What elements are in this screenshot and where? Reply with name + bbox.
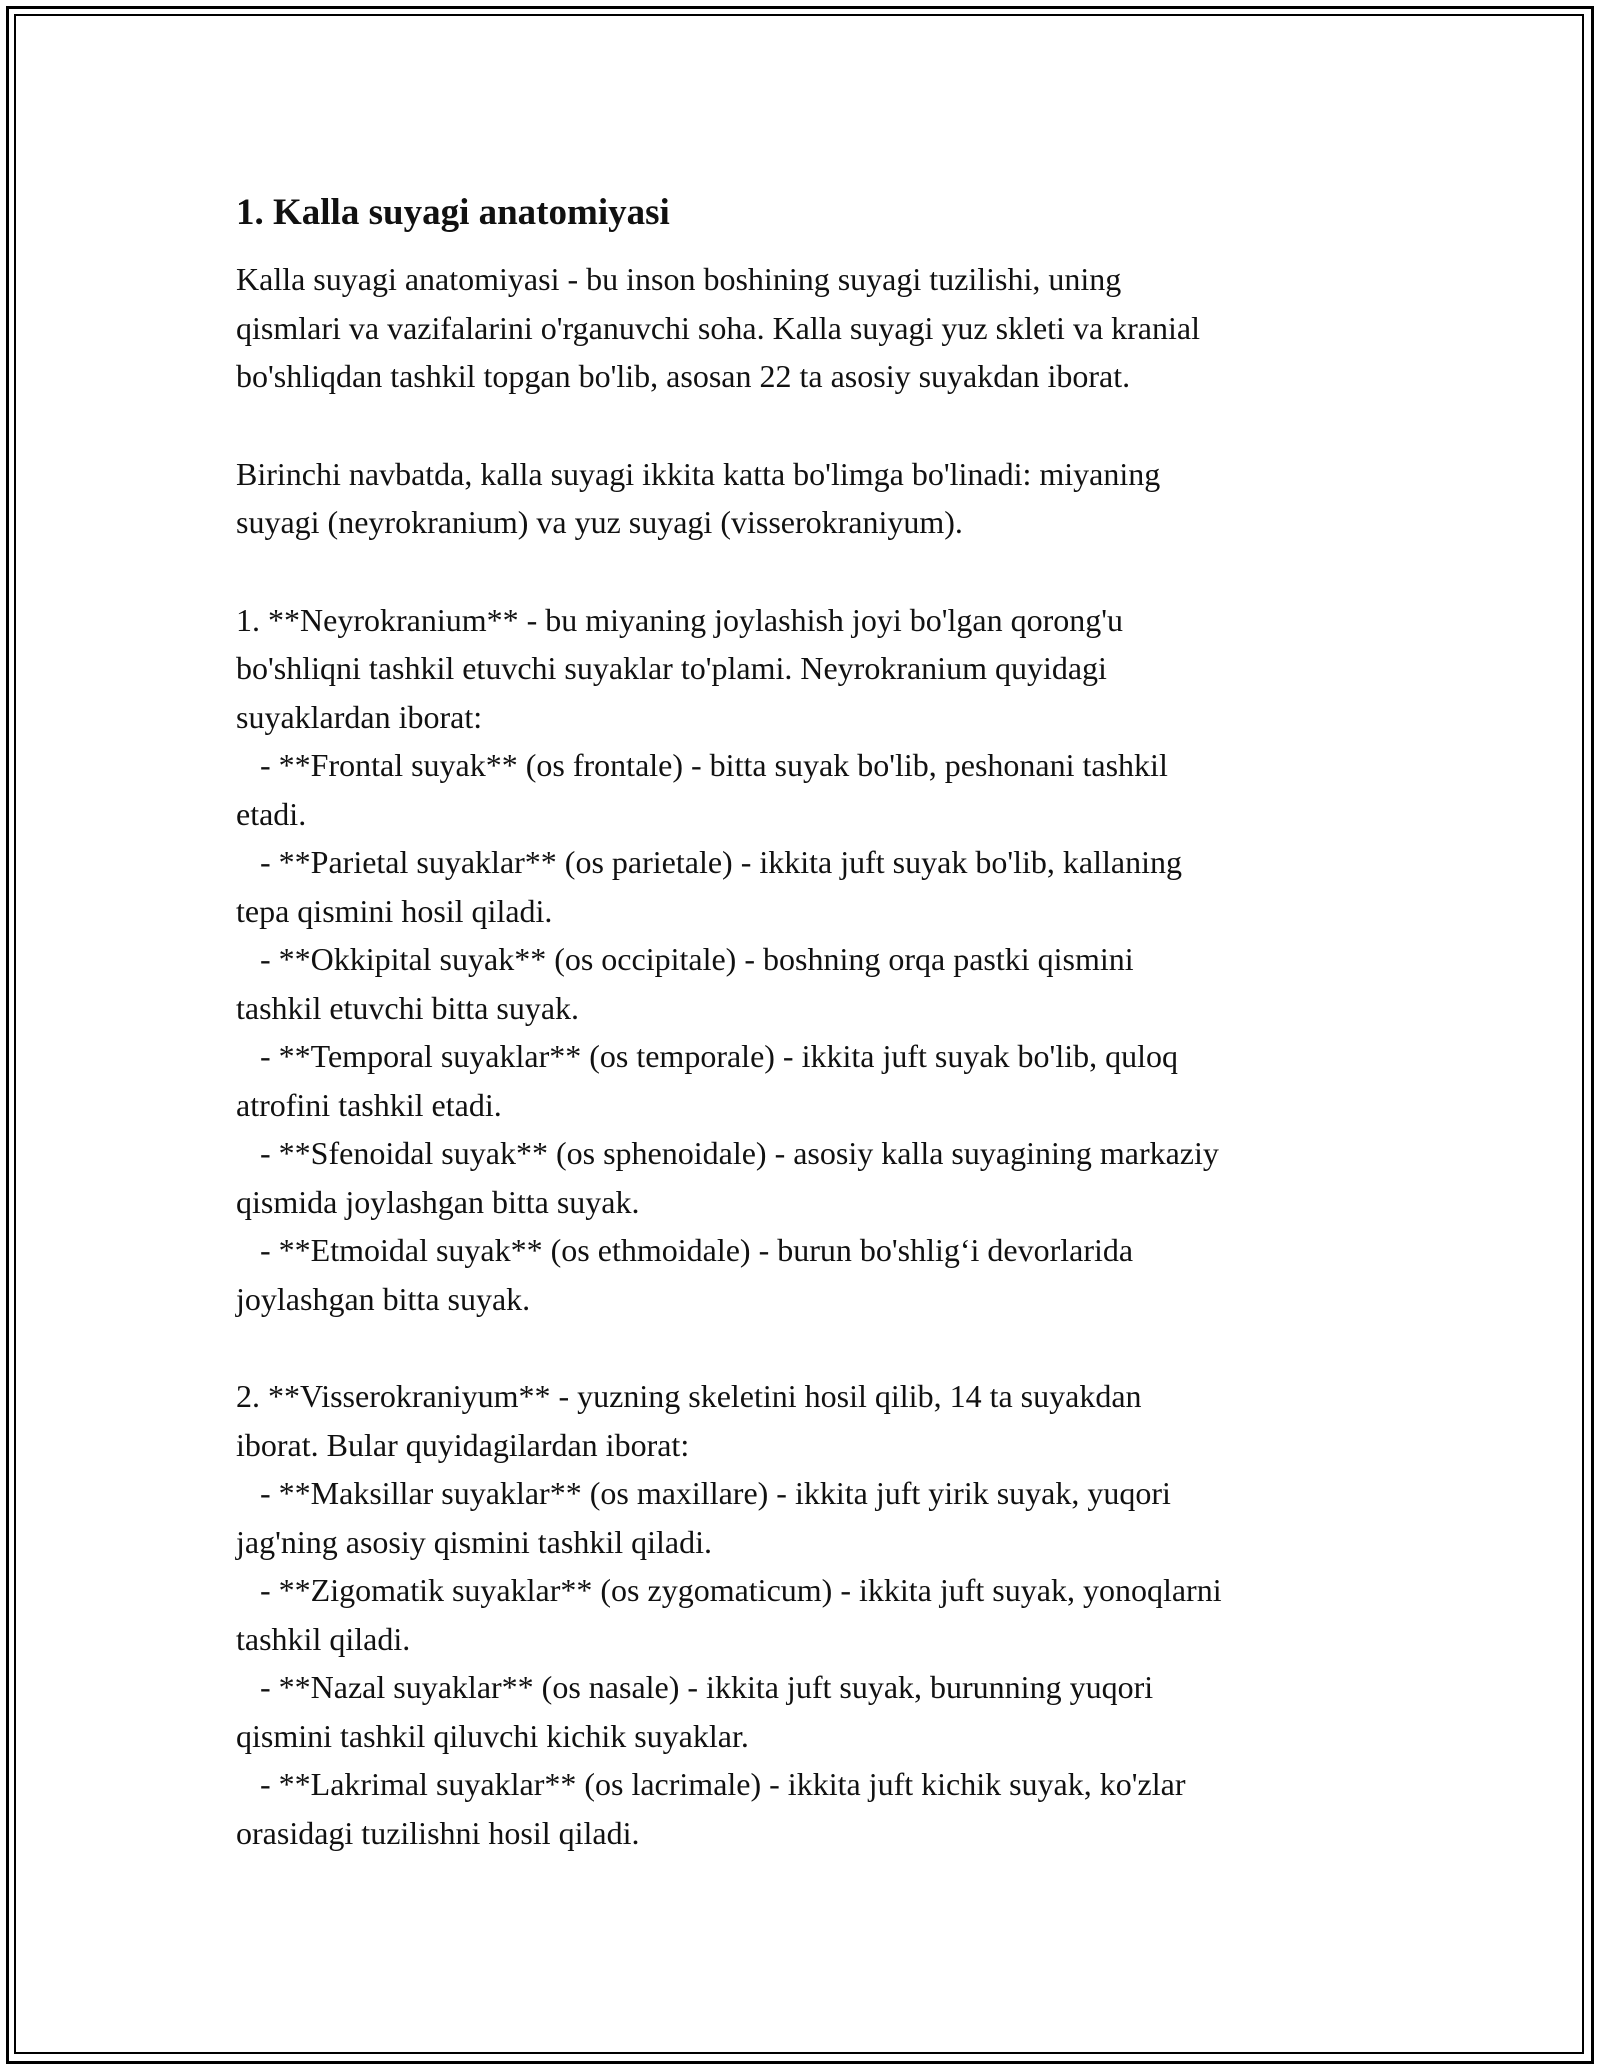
text-line: tashkil qiladi. bbox=[236, 1620, 411, 1657]
text-line: 2. **Visserokraniyum** - yuzning skeletini hosil qilib, 14 ta suyakdan bbox=[236, 1378, 1142, 1414]
text-line: bo'shliqni tashkil etuvchi suyaklar to'plami. Neyrokranium quyidagi bbox=[236, 650, 1107, 686]
text-line: - **Nazal suyaklar** (os nasale) - ikkita juft suyak, burunning yuqori bbox=[236, 1669, 1154, 1705]
text-line: - **Etmoidal suyak** (os ethmoidale) - burun bo'shlig‘i devorlarida bbox=[236, 1232, 1134, 1268]
paragraph bbox=[236, 596, 1386, 1324]
text-line: suyaklardan iborat: bbox=[236, 698, 483, 735]
text-line: 1. **Neyrokranium** - bu miyaning joylashish joyi bo'lgan qorong'u bbox=[236, 601, 1123, 638]
text-line: - **Parietal suyaklar** (os parietale) - ikkita juft suyak bo'lib, kallaning bbox=[236, 844, 1182, 880]
text-line: - **Sfenoidal suyak** (os sphenoidale) - asosiy kalla suyagining markaziy bbox=[236, 1135, 1219, 1171]
text-line: orasidagi tuzilishni hosil qiladi. bbox=[236, 1814, 640, 1851]
text-line: - **Maksillar suyaklar** (os maxillare) - ikkita juft yirik suyak, yuqori bbox=[236, 1475, 1171, 1511]
paragraph-list bbox=[236, 255, 1386, 1857]
document-body bbox=[236, 183, 1386, 1906]
text-line: - **Okkipital suyak** (os occipitale) - boshning orqa pastki qismini bbox=[236, 941, 1134, 977]
paragraph bbox=[236, 1372, 1386, 1857]
text-line: - **Temporal suyaklar** (os temporale) - ikkita juft suyak bo'lib, quloq bbox=[236, 1038, 1178, 1074]
text-line: atrofini tashkil etadi. bbox=[236, 1086, 502, 1123]
text-line: - **Lakrimal suyaklar** (os lacrimale) - ikkita juft kichik suyak, ko'zlar bbox=[236, 1766, 1186, 1802]
text-line: suyagi (neyrokranium) va yuz suyagi (visserokraniyum). bbox=[236, 504, 963, 540]
text-line: iborat. Bular quyidagilardan iborat: bbox=[236, 1426, 690, 1463]
text-line: qismini tashkil qiluvchi kichik suyaklar. bbox=[236, 1717, 749, 1754]
text-line: bo'shliqdan tashkil topgan bo'lib, asosan 22 ta asosiy suyakdan iborat. bbox=[236, 358, 1131, 394]
section-heading: 1. Kalla suyagi anatomiyasi bbox=[236, 192, 670, 233]
text-line: joylashgan bitta suyak. bbox=[236, 1280, 531, 1317]
text-line: Kalla suyagi anatomiyasi - bu inson boshining suyagi tuzilishi, uning bbox=[236, 261, 1122, 297]
paragraph bbox=[236, 255, 1386, 401]
text-line: etadi. bbox=[236, 795, 307, 832]
text-line: - **Zigomatik suyaklar** (os zygomaticum) - ikkita juft suyak, yonoqlarni bbox=[236, 1572, 1222, 1608]
text-line: Birinchi navbatda, kalla suyagi ikkita katta bo'limga bo'linadi: miyaning bbox=[236, 455, 1161, 492]
text-line: qismida joylashgan bitta suyak. bbox=[236, 1183, 640, 1220]
text-line: tepa qismini hosil qiladi. bbox=[236, 892, 553, 929]
text-line: jag'ning asosiy qismini tashkil qiladi. bbox=[236, 1523, 712, 1560]
text-line: tashkil etuvchi bitta suyak. bbox=[236, 989, 580, 1026]
paragraph bbox=[236, 450, 1386, 547]
text-line: - **Frontal suyak** (os frontale) - bitta suyak bo'lib, peshonani tashkil bbox=[236, 747, 1168, 783]
text-line: qismlari va vazifalarini o'rganuvchi soha. Kalla suyagi yuz skleti va kranial bbox=[236, 309, 1200, 346]
